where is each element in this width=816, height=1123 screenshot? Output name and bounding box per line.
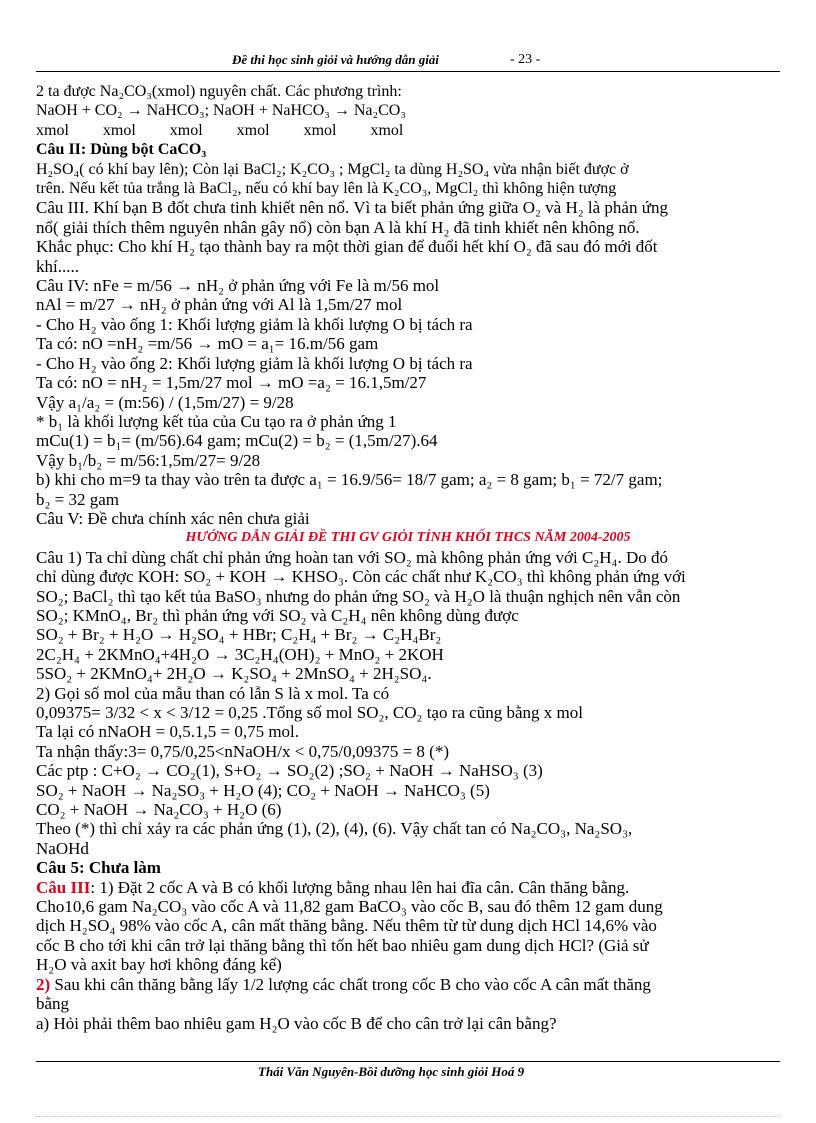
section-heading: Câu IV: nFe = m/56 → nH₂ ở phản ứng với Fe là m/56 mol [36,276,440,296]
text-line: H₂O và axit bay hơi không đáng kể) [36,955,282,975]
text-line: Câu 1) Ta chỉ dùng chất chỉ phản ứng hoàn tan với SO₂ mà không phản ứng với C₂H₄. Do đó [36,547,669,567]
text-line: Vậy a₁/a₂ = (m:56) / (1,5m/27) = 9/28 [36,392,294,412]
text-line: Vậy b₁/b₂ = m/56:1,5m/27= 9/28 [36,450,261,470]
text-line: Ta lại có nNaOH = 0,5.1,5 = 0,75 mol. [36,722,300,742]
equation-line: NaOH + CO₂ → NaHCO₃; NaOH + NaHCO₃ → Na₂CO₃ [36,102,406,120]
mol-line: xmol xmol xmol xmol xmol xmol [36,121,404,139]
equation-line: Các ptp : C+O₂ → CO₂(1), S+O₂ → SO₂(2) ;SO₂ + NaOH → NaHSO₃ (3) [36,761,543,781]
text-line: chỉ dùng được KOH: SO₂ + KOH → KHSO₃. Còn các chất như K₂CO₃ thì không phản ứng với [36,567,686,587]
text-line: Ta có: nO =nH₂ =m/56 → mO = a₁= 16.m/56 gam [36,334,379,354]
text-line: nAl = m/27 → nH₂ ở phản ứng với Al là 1,5m/27 mol [36,295,403,315]
red-marker: 2) [36,974,51,994]
page-header [0,52,816,72]
text-line: - Cho H₂ vào ống 1: Khối lượng giảm là khối lượng O bị tách ra [36,314,473,334]
text-line: nổ( giải thích thêm nguyên nhân gây nổ) còn bạn A là khí H₂ đã tinh khiết nên không nổ. [36,217,640,237]
text-line: dịch H₂SO₄ 98% vào cốc A, cân mất thăng bằng. Nếu thêm từ từ dung dịch HCl 14,6% vào [36,916,657,936]
text-line: 2) Gọi số mol của mẫu than có lẫn S là x mol. Ta có [36,683,390,703]
text-line: b₂ = 32 gam [36,489,120,509]
text-line: NaOHd [36,838,89,858]
text-line: * b₁ là khối lượng kết tủa của Cu tạo ra ở phản ứng 1 [36,411,397,431]
text-line: 2) Sau khi cân thăng bằng lấy 1/2 lượng các chất trong cốc B cho vào cốc A cân mất thăng [36,974,651,994]
text-line: SO₂; BaCl₂ thì tạo kết tủa BaSO₃ nhưng do phản ứng SO₂ và H₂O là thuận nghịch nên vẫn còn [36,586,681,606]
header-rule [36,71,780,72]
text-line: Câu III: 1) Đặt 2 cốc A và B có khối lượng bằng nhau lên hai đĩa cân. Cân thăng bằng. [36,877,630,897]
text-line: Ta có: nO = nH₂ = 1,5m/27 mol → mO =a₂ = 16.1,5m/27 [36,373,427,393]
text-line: SO₂; KMnO₄, Br₂ thì phản ứng với SO₂ và C₂H₄ nên không dùng được [36,605,519,625]
text-line: Cho10,6 gam Na₂CO₃ vào cốc A và 11,82 gam BaCO₃ vào cốc B, sau đó thêm 12 gam dung [36,897,663,917]
footer-text: Thái Văn Nguyên-Bồi dưỡng học sinh giỏi Hoá 9 [258,1064,525,1079]
text-line: mCu(1) = b₁= (m/56).64 gam; mCu(2) = b₂ = (1,5m/27).64 [36,431,438,451]
text-line: b) khi cho m=9 ta thay vào trên ta được a₁ = 16.9/56= 18/7 gam; a₂ = 8 gam; b₁ = 72/7 gam; [36,470,663,490]
equation-line: SO₂ + Br₂ + H₂O → H₂SO₄ + HBr; C₂H₄ + Br₂ → C₂H₄Br₂ [36,625,442,645]
footer-rule [36,1061,780,1062]
text-line: khí..... [36,256,79,276]
equation-line: 5SO₂ + 2KMnO₄+ 2H₂O → K₂SO₄ + 2MnSO₄ + 2H₂SO₄. [36,664,432,684]
page-bottom-dots [36,1116,780,1117]
page-number: - 23 - [510,52,541,67]
red-marker: Câu III [36,877,91,897]
equation-line: CO₂ + NaOH → Na₂CO₃ + H₂O (6) [36,800,282,820]
text-line: a) Hỏi phải thêm bao nhiêu gam H₂O vào cốc B để cho cân trở lại cân bằng? [36,1013,557,1033]
section-heading: Câu V: Đề chưa chính xác nên chưa giải [36,508,310,528]
text-line: cốc B cho tới khi cân trở lại thăng bằng thì tốn hết bao nhiêu gam dung dịch HCl? (Giả sử [36,935,649,955]
text-line: bằng [36,994,70,1014]
text-line: Ta nhận thấy:3= 0,75/0,25<nNaOH/x < 0,75/0,09375 = 8 (*) [36,741,449,761]
equation-line: SO₂ + NaOH → Na₂SO₃ + H₂O (4); CO₂ + NaOH → NaHCO₃ (5) [36,780,490,800]
text-line: 2 ta được Na₂CO₃(xmol) nguyên chất. Các phương trình: [36,83,402,100]
text-line: trên. Nếu kết tủa trắng là BaCl₂, nếu có khí bay lên là K₂CO₃, MgCl₂ thì không hiện tượng [36,180,617,198]
section-heading: Câu II: Dùng bột CaCO₃ [36,141,207,159]
red-heading: HƯỚNG DẪN GIẢI ĐỀ THI GV GIỎI TỈNH KHỐI THCS NĂM 2004-2005 [185,530,631,546]
text-line: 0,09375= 3/32 < x < 3/12 = 0,25 .Tổng số mol SO₂, CO₂ tạo ra cũng bằng x mol [36,703,583,722]
section-heading: Câu 5: Chưa làm [36,858,161,878]
document-body [36,82,780,1033]
text-line: Khắc phục: Cho khí H₂ tạo thành bay ra một thời gian để đuổi hết khí O₂ đã sau đó mới đốt [36,237,658,257]
section-heading: Câu III. Khí bạn B đốt chưa tinh khiết nên nổ. Vì ta biết phản ứng giữa O₂ và H₂ là phản ứng [36,198,668,218]
text-line: - Cho H₂ vào ống 2: Khối lượng giảm là khối lượng O bị tách ra [36,353,473,373]
text-line: H₂SO₄( có khí bay lên); Còn lại BaCl₂; K₂CO₃ ; MgCl₂ ta dùng H₂SO₄ vừa nhận biết được ở [36,160,629,178]
header-title: Đề thi học sinh giỏi và hướng dẫn giải [232,52,439,67]
equation-line: 2C₂H₄ + 2KMnO₄+4H₂O → 3C₂H₄(OH)₂ + MnO₂ + 2KOH [36,644,444,664]
text-line: Theo (*) thì chỉ xảy ra các phản ứng (1), (2), (4), (6). Vậy chất tan có Na₂CO₃, Na₂SO₃, [36,819,633,839]
